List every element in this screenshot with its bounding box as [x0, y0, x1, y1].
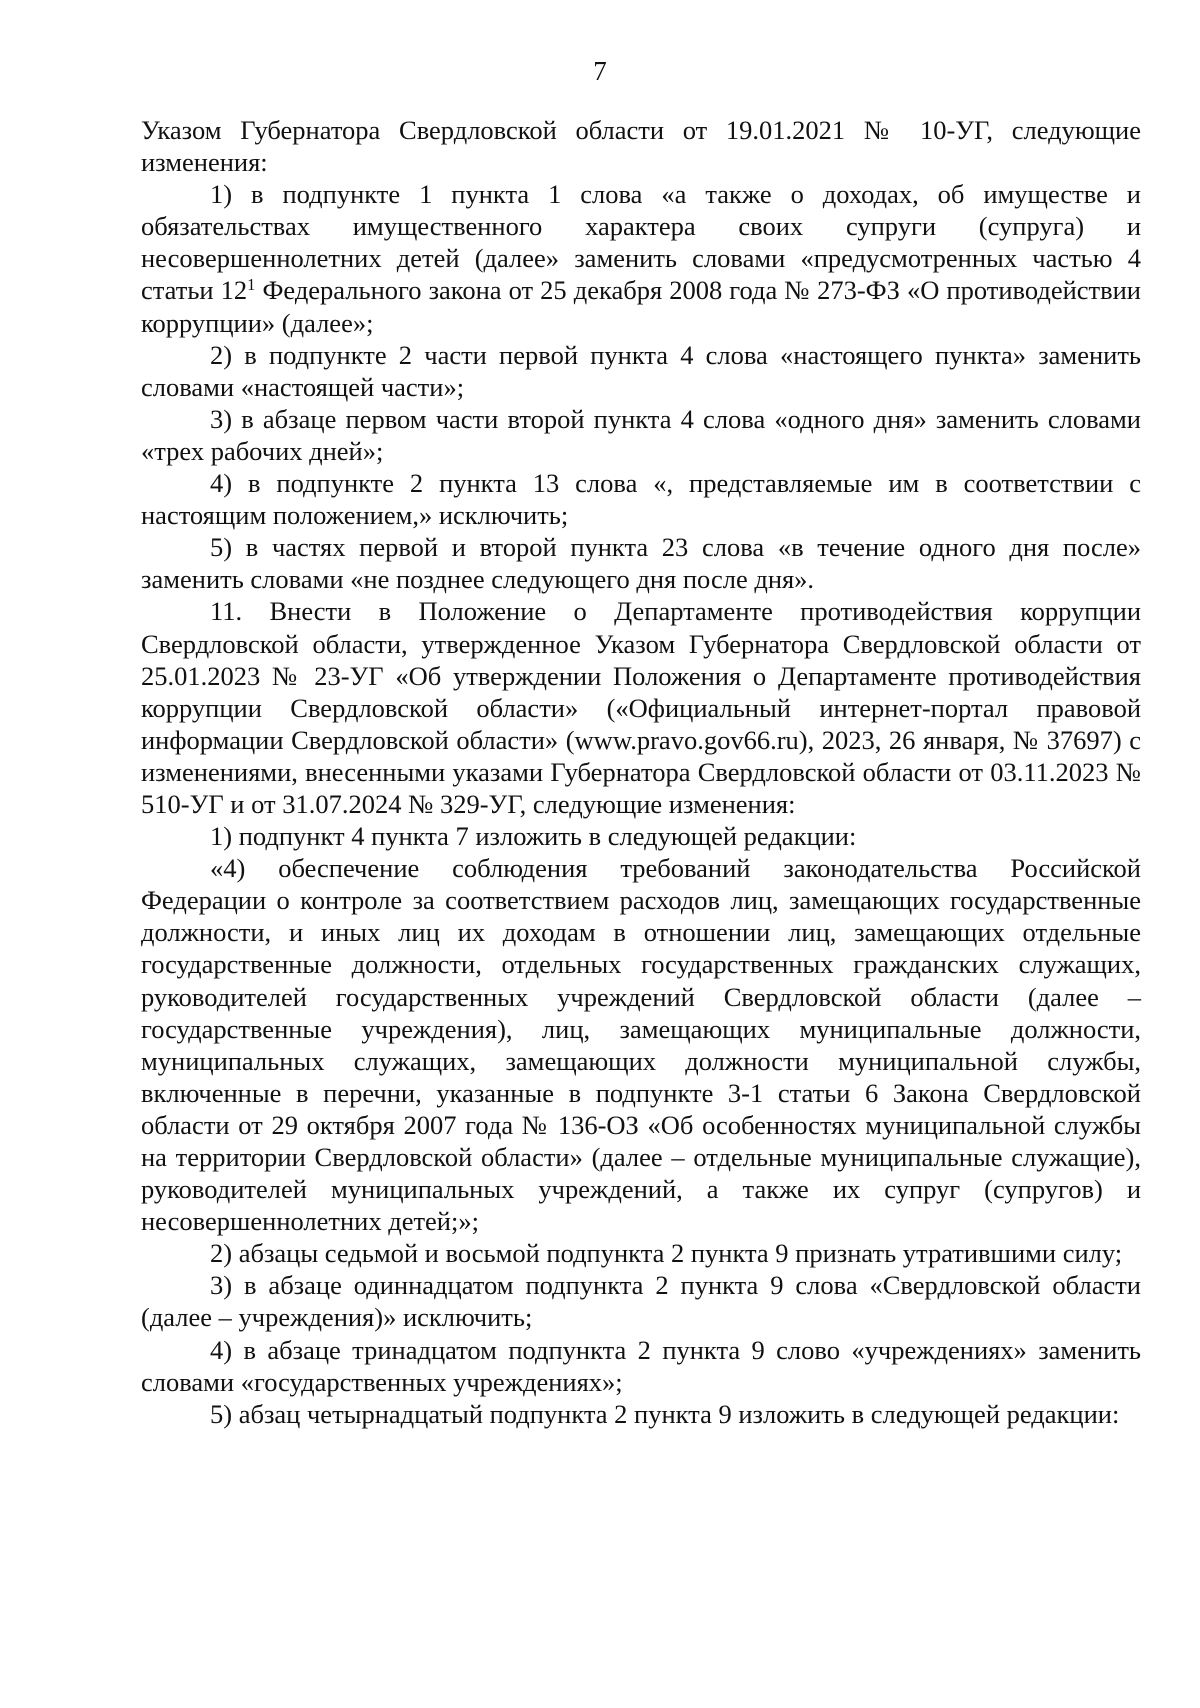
paragraph: Указом Губернатора Свердловской области от 19.01.2021 № 10-УГ, следующие изменения:: [141, 115, 1141, 178]
paragraph: 1) подпункт 4 пункта 7 изложить в следующей редакции:: [210, 821, 857, 852]
paragraph: [141, 178, 1141, 338]
superscript: 1: [247, 275, 256, 295]
paragraph-text-continued: Федерального закона от 25 декабря 2008 года № 273-ФЗ «О противодействии коррупции» (далее»;: [141, 275, 1141, 338]
paragraph: 5) в частях первой и второй пункта 23 слова «в течение одного дня после» заменить словами «не позднее следующего дня после дня».: [141, 532, 1141, 595]
paragraph: «4) обеспечение соблюдения требований законодательства Российской Федерации о контроле за соответствием расходов лиц, замещающих государственные должности, и иных лиц их доходам в отношении лиц, замещающих отдельные государственные должности, отдельных государственных гражданских служащих, руководителей государственных учреждений Свердловской области (далее – государственные учреждения), лиц, замещающих муниципальные должности, муниципальных служащих, замещающих должности муниципальной службы, включенные в перечни, указанные в подпункте 3-1 статьи 6 Закона Свердловской области от 29 октября 2007 года № 136-ОЗ «Об особенностях муниципальной службы на территории Свердловской области» (далее – отдельные муниципальные служащие), руководителей муниципальных учреждений, а также их супруг (супругов) и несовершеннолетних детей;»;: [141, 853, 1141, 1237]
document-body: [141, 114, 1141, 1430]
page-number: 7: [593, 56, 607, 86]
paragraph: 11. Внести в Положение о Департаменте противодействия коррупции Свердловской области, утвержденное Указом Губернатора Свердловской области от 25.01.2023 № 23-УГ «Об утверждении Положения о Департаменте противодействия коррупции Свердловской области» («Официальный интернет-портал правовой информации Свердловской области» (www.pravo.gov66.ru), 2023, 26 января, № 37697) с изменениями, внесенными указами Губернатора Свердловской области от 03.11.2023 № 510-УГ и от 31.07.2024 № 329-УГ, следующие изменения:: [141, 596, 1141, 819]
paragraph: 2) в подпункте 2 части первой пункта 4 слова «настоящего пункта» заменить словами «настоящей части»;: [141, 339, 1141, 402]
paragraph: 5) абзац четырнадцатый подпункта 2 пункта 9 изложить в следующей редакции:: [210, 1398, 1120, 1429]
paragraph: 3) в абзаце одиннадцатом подпункта 2 пункта 9 слова «Свердловской области (далее – учреждения)» исключить;: [141, 1270, 1141, 1333]
paragraph: 4) в абзаце тринадцатом подпункта 2 пункта 9 слово «учреждениях» заменить словами «государственных учреждениях»;: [141, 1334, 1141, 1397]
paragraph: 3) в абзаце первом части второй пункта 4 слова «одного дня» заменить словами «трех рабочих дней»;: [141, 403, 1141, 466]
paragraph: 4) в подпункте 2 пункта 13 слова «, представляемые им в соответствии с настоящим положением,» исключить;: [141, 468, 1141, 531]
paragraph: 2) абзацы седьмой и восьмой подпункта 2 пункта 9 признать утратившими силу;: [210, 1238, 1123, 1269]
paragraph-text: 1) в подпункте 1 пункта 1 слова «а также о доходах, об имуществе и обязательствах имущественного характера своих супруги (супруга) и несовершеннолетних детей (далее» заменить словами «предусмотренных частью 4 статьи 12: [141, 179, 1141, 306]
